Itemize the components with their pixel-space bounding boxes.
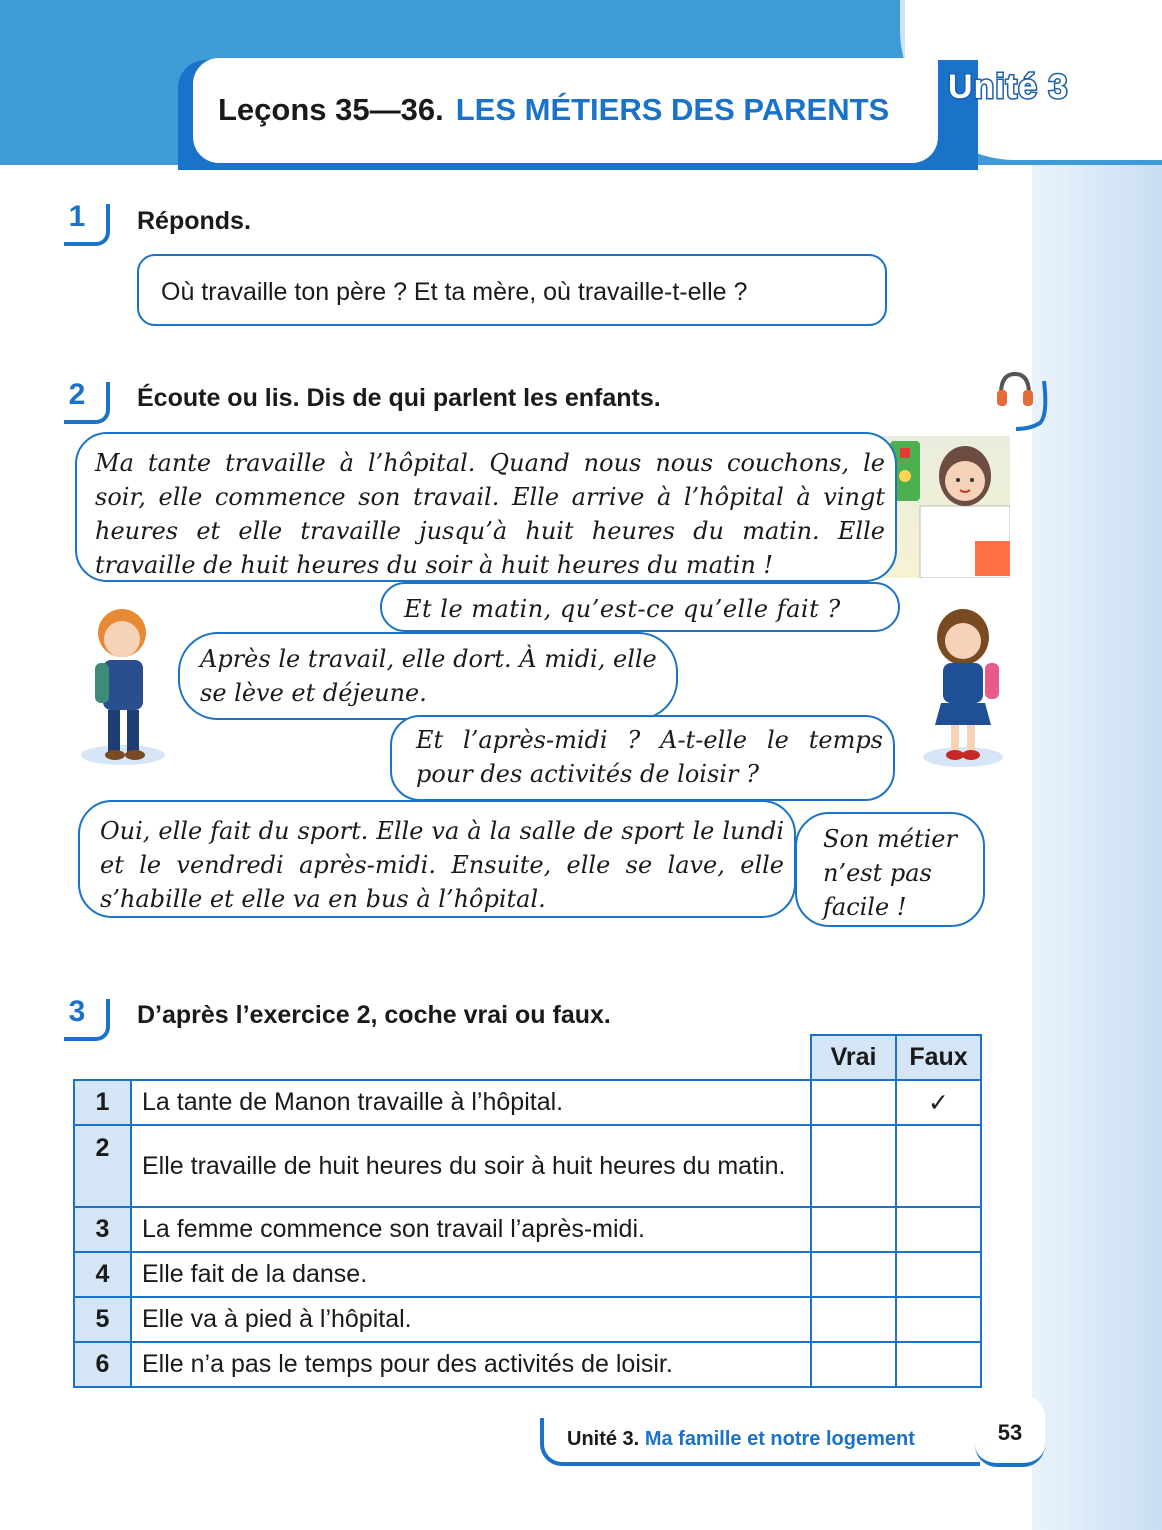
unit-badge: Unité 3	[948, 68, 1069, 106]
column-header-faux: Faux	[896, 1035, 981, 1080]
vrai-checkbox[interactable]	[811, 1297, 896, 1342]
question-box: Où travaille ton père ? Et ta mère, où travaille-t-elle ?	[137, 254, 887, 326]
speech-bubble: Après le travail, elle dort. À midi, elle se lève et déjeune.	[178, 632, 678, 720]
exercise-number: 1	[58, 200, 108, 244]
footer-unit-title: Ma famille et notre logement	[644, 1428, 915, 1450]
speech-bubble: Et l’après-midi ? A-t-elle le temps pour des activités de loisir ?	[390, 715, 895, 801]
table-row	[74, 1080, 981, 1125]
exercise-instruction: D’après l’exercice 2, coche vrai ou faux.	[137, 1001, 611, 1029]
row-number: 4	[74, 1252, 131, 1297]
exercise-number: 2	[58, 378, 108, 422]
page-side-strip	[1032, 0, 1162, 1530]
statement: Elle va à pied à l’hôpital.	[131, 1297, 811, 1342]
audio-bracket	[1000, 375, 1052, 433]
girl-illustration	[915, 605, 1010, 770]
table-row	[74, 1342, 981, 1387]
vrai-checkbox[interactable]	[811, 1080, 896, 1125]
table-row	[74, 1125, 981, 1207]
faux-checkbox[interactable]	[896, 1125, 981, 1207]
speech-bubble: Oui, elle fait du sport. Elle va à la salle de sport le lundi et le vendredi après-midi. Ensuite, elle se lave, elle s’habille et elle va en bus à l’hôpital.	[78, 800, 796, 918]
statement: La tante de Manon travaille à l’hôpital.	[131, 1080, 811, 1125]
faux-checkbox[interactable]	[896, 1207, 981, 1252]
speech-bubble: Son métier n’est pas facile !	[795, 812, 985, 927]
exercise-instruction: Écoute ou lis. Dis de qui parlent les enfants.	[137, 384, 661, 412]
exercise-instruction: Réponds.	[137, 207, 251, 235]
statement: Elle travaille de huit heures du soir à huit heures du matin.	[131, 1125, 811, 1207]
speech-bubble: Ma tante travaille à l’hôpital. Quand nous nous couchons, le soir, elle commence son travail. Elle arrive à l’hôpital à vingt heures et elle travaille jusqu’à huit heures du matin. Elle travaille de huit heures du soir à huit heures du matin !	[75, 432, 897, 582]
row-number: 6	[74, 1342, 131, 1387]
vrai-checkbox[interactable]	[811, 1342, 896, 1387]
table-header-row	[74, 1035, 981, 1080]
vrai-checkbox[interactable]	[811, 1125, 896, 1207]
page-title	[218, 92, 889, 128]
row-number: 5	[74, 1297, 131, 1342]
row-number: 1	[74, 1080, 131, 1125]
table-row	[74, 1297, 981, 1342]
faux-checkbox[interactable]	[896, 1252, 981, 1297]
footer-unit: Unité 3. Ma famille et notre logement	[567, 1428, 915, 1450]
lesson-number: Leçons 35—36.	[218, 92, 444, 127]
statement: Elle fait de la danse.	[131, 1252, 811, 1297]
vrai-checkbox[interactable]	[811, 1207, 896, 1252]
lesson-topic: LES MÉTIERS DES PARENTS	[455, 92, 890, 127]
row-number: 2	[74, 1125, 131, 1207]
statement: Elle n’a pas le temps pour des activités de loisir.	[131, 1342, 811, 1387]
exercise-number: 3	[58, 995, 108, 1039]
page-number: 53	[997, 1420, 1023, 1445]
speech-bubble: Et le matin, qu’est-ce qu’elle fait ?	[380, 582, 900, 632]
faux-checkbox[interactable]: ✓	[896, 1080, 981, 1125]
nurse-illustration	[880, 436, 1010, 578]
faux-checkbox[interactable]	[896, 1342, 981, 1387]
row-number: 3	[74, 1207, 131, 1252]
table-row	[74, 1252, 981, 1297]
faux-checkbox[interactable]	[896, 1297, 981, 1342]
column-header-vrai: Vrai	[811, 1035, 896, 1080]
boy-illustration	[75, 605, 170, 770]
true-false-table	[73, 1034, 982, 1388]
statement: La femme commence son travail l’après-midi.	[131, 1207, 811, 1252]
table-row	[74, 1207, 981, 1252]
vrai-checkbox[interactable]	[811, 1252, 896, 1297]
